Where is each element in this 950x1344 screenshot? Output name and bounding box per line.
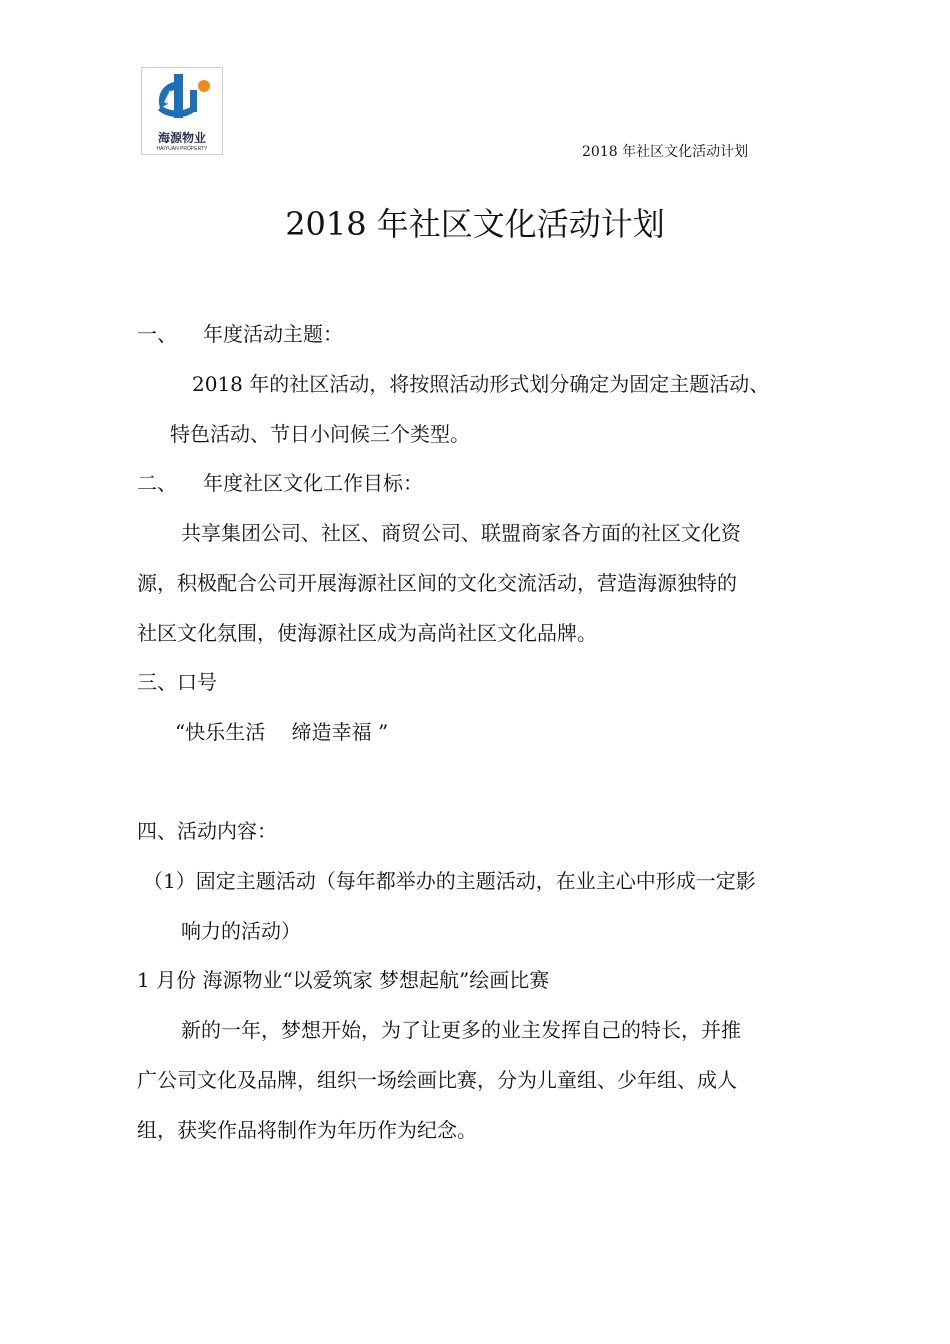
item-1-line-1: （1）固定主题活动（每年都举办的主题活动，在业主心中形成一定影 xyxy=(143,869,756,893)
paragraph-2-line-2: 源，积极配合公司开展海源社区间的文化交流活动，营造海源独特的 xyxy=(137,571,737,595)
section-2-number: 二、 xyxy=(137,471,177,495)
section-2-heading: 年度社区文化工作目标： xyxy=(203,471,423,495)
item-1-line-2: 响力的活动） xyxy=(181,919,301,943)
section-4-heading: 四、活动内容： xyxy=(137,819,277,843)
paragraph-2-line-1: 共享集团公司、社区、商贸公司、联盟商家各方面的社区文化资 xyxy=(181,521,741,545)
document-title: 2018 年社区文化活动计划 xyxy=(285,205,665,243)
running-header: 2018 年社区文化活动计划 xyxy=(582,144,749,160)
paragraph-4-line-2: 广公司文化及品牌，组织一场绘画比赛，分为儿童组、少年组、成人 xyxy=(137,1068,737,1092)
paragraph-4-line-3: 组，获奖作品将制作为年历作为纪念。 xyxy=(137,1118,477,1142)
slogan: “快乐生活 缔造幸福 ” xyxy=(175,720,389,744)
paragraph-1-line-1: 2018 年的社区活动，将按照活动形式划分确定为固定主题活动、 xyxy=(192,372,770,396)
month-1-heading: 1 月份 海源物业“以爱筑家 梦想起航”绘画比赛 xyxy=(137,968,550,992)
company-logo xyxy=(141,67,223,155)
section-1-number: 一、 xyxy=(137,322,177,346)
paragraph-1-line-2: 特色活动、节日小问候三个类型。 xyxy=(170,422,470,446)
section-3-heading: 三、口号 xyxy=(137,670,217,694)
section-1-heading: 年度活动主题： xyxy=(203,322,343,346)
logo-mark-icon xyxy=(142,68,224,132)
logo-chinese-name: 海源物业 xyxy=(157,131,206,145)
logo-english-name: HAIYUAN PROPERTY xyxy=(156,146,208,152)
paragraph-2-line-3: 社区文化氛围，使海源社区成为高尚社区文化品牌。 xyxy=(137,621,597,645)
paragraph-4-line-1: 新的一年，梦想开始，为了让更多的业主发挥自己的特长，并推 xyxy=(181,1018,741,1042)
